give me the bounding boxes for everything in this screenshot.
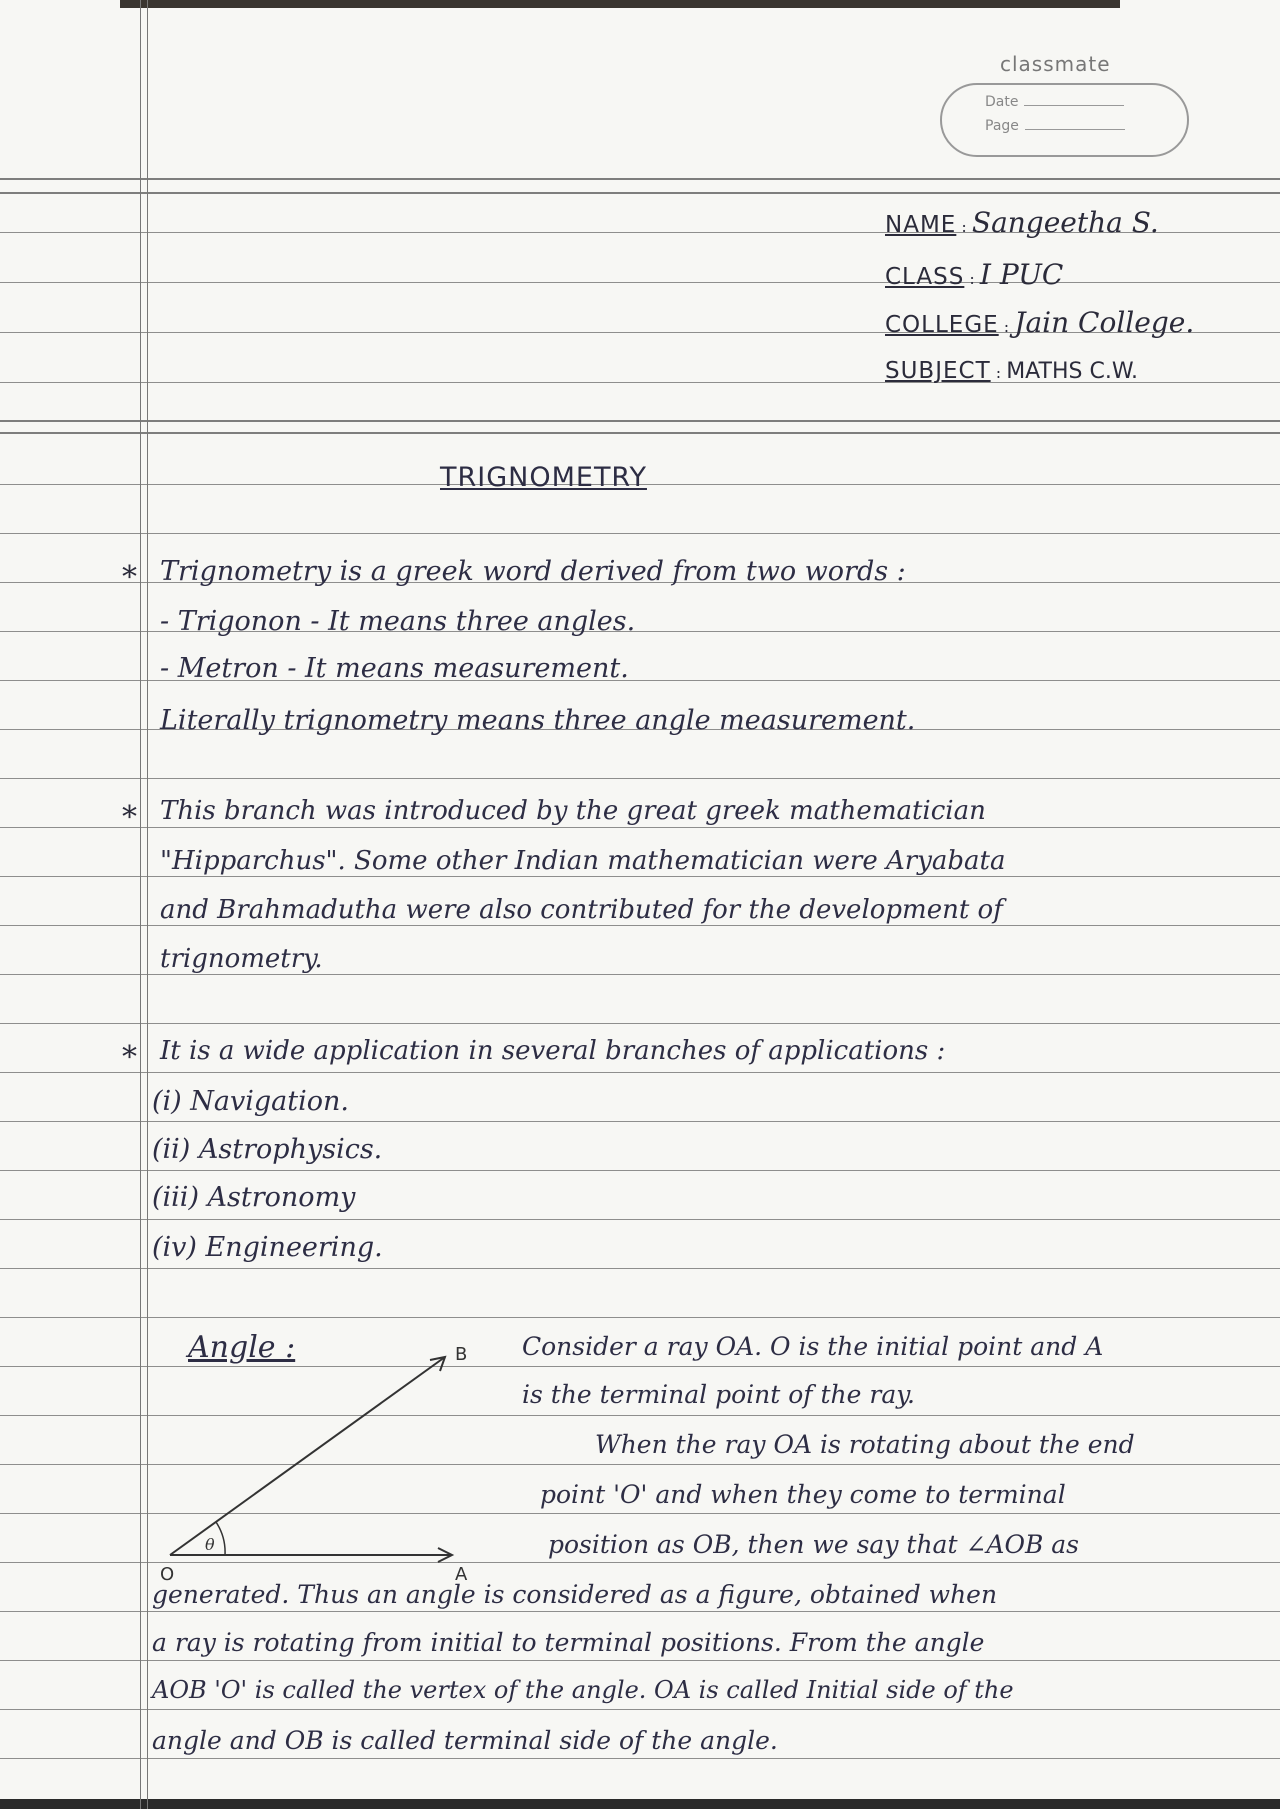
subject-value: MATHS C.W.: [1006, 359, 1139, 384]
ruled-line: [0, 1611, 1280, 1612]
history-line: trignometry.: [160, 944, 323, 974]
name-value: Sangeetha S.: [971, 206, 1159, 239]
angle-heading: Angle :: [188, 1330, 296, 1365]
bullet-applications: *: [122, 1040, 137, 1075]
ruled-line: [0, 1317, 1280, 1318]
label-b: B: [455, 1344, 468, 1365]
intro-line: - Trigonon - It means three angles.: [160, 606, 636, 637]
ruled-line: [0, 876, 1280, 877]
college-value: Jain College.: [1014, 306, 1195, 339]
ruled-line: [0, 1121, 1280, 1122]
ruled-line: [0, 1023, 1280, 1024]
application-item: (iii) Astronomy: [152, 1182, 356, 1213]
college-row: COLLEGE : Jain College.: [885, 306, 1195, 339]
ruled-line: [0, 282, 1280, 283]
history-line: This branch was introduced by the great greek mathematician: [160, 796, 986, 826]
angle-arc: [216, 1522, 225, 1555]
ruled-line: [0, 178, 1280, 180]
angle-text-line: AOB 'O' is called the vertex of the angle. OA is called Initial side of the: [152, 1676, 1014, 1704]
angle-text-line: point 'O' and when they come to terminal: [540, 1480, 1066, 1509]
angle-text-line: When the ray OA is rotating about the end: [595, 1430, 1135, 1459]
intro-line: Trignometry is a greek word derived from two words :: [160, 556, 906, 587]
subject-label: SUBJECT: [885, 358, 991, 384]
scan-edge-bottom: [0, 1799, 1280, 1809]
page-title: TRIGNOMETRY: [440, 462, 647, 493]
application-item: (iv) Engineering.: [152, 1232, 383, 1263]
application-item: (ii) Astrophysics.: [152, 1134, 383, 1165]
intro-line: Literally trignometry means three angle measurement.: [160, 705, 916, 736]
ruled-line: [0, 1758, 1280, 1759]
ruled-line: [0, 827, 1280, 828]
angle-text-line: angle and OB is called terminal side of the angle.: [152, 1726, 778, 1755]
margin-line-left: [140, 0, 141, 1809]
angle-text-line: is the terminal point of the ray.: [522, 1380, 915, 1409]
brand-logo: classmate: [1000, 52, 1111, 76]
angle-text-line: generated. Thus an angle is considered as a figure, obtained when: [152, 1580, 998, 1609]
angle-text-line: Consider a ray OA. O is the initial point and A: [522, 1332, 1104, 1361]
bullet-history: *: [122, 800, 137, 835]
angle-text-line: position as OB, then we say that ∠AOB as: [548, 1530, 1079, 1559]
scan-edge-top: [120, 0, 1120, 8]
class-value: I PUC: [979, 258, 1064, 291]
name-row: NAME : Sangeetha S.: [885, 206, 1159, 239]
page-field: Page: [985, 118, 1125, 134]
ruled-line: [0, 1219, 1280, 1220]
intro-line: - Metron - It means measurement.: [160, 653, 629, 684]
class-label: CLASS: [885, 264, 965, 290]
ruled-line: [0, 192, 1280, 194]
name-label: NAME: [885, 212, 957, 238]
class-row: CLASS : I PUC: [885, 258, 1064, 291]
ruled-line: [0, 1072, 1280, 1073]
angle-text-line: a ray is rotating from initial to terminal positions. From the angle: [152, 1628, 985, 1657]
ruled-line: [0, 778, 1280, 779]
ruled-line: [0, 432, 1280, 434]
label-o: O: [160, 1564, 175, 1585]
bullet-intro: *: [122, 560, 137, 595]
application-item: (i) Navigation.: [152, 1086, 349, 1117]
angle-diagram: [150, 1340, 530, 1590]
ruled-line: [0, 533, 1280, 534]
ruled-line: [0, 1709, 1280, 1710]
history-line: "Hipparchus". Some other Indian mathematician were Aryabata: [160, 846, 1006, 876]
ruled-line: [0, 925, 1280, 926]
label-a: A: [455, 1564, 468, 1585]
ruled-line: [0, 1170, 1280, 1171]
applications-heading: It is a wide application in several branches of applications :: [160, 1036, 946, 1066]
date-field: Date: [985, 94, 1124, 110]
ray-ob: [170, 1357, 445, 1555]
classmate-header: [930, 48, 1200, 163]
subject-row: SUBJECT : MATHS C.W.: [885, 358, 1139, 384]
ruled-line: [0, 1660, 1280, 1661]
ruled-line: [0, 974, 1280, 975]
margin-line-right: [147, 0, 148, 1809]
history-line: and Brahmadutha were also contributed for the development of: [160, 895, 1003, 925]
ruled-line: [0, 420, 1280, 422]
college-label: COLLEGE: [885, 312, 999, 338]
ruled-line: [0, 1268, 1280, 1269]
theta-label: θ: [205, 1535, 215, 1554]
